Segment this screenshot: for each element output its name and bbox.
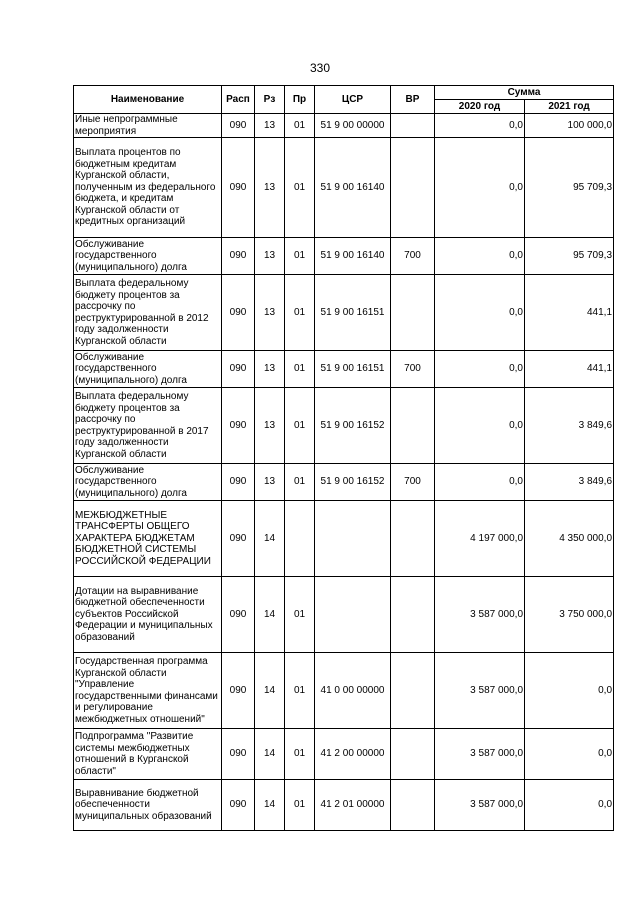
cell-2021: 95 709,3 — [525, 238, 614, 275]
cell-csr: 51 9 00 16140 — [315, 138, 391, 238]
table-row — [74, 275, 614, 351]
table-row — [74, 114, 614, 138]
table-row — [74, 351, 614, 388]
cell-vr — [391, 388, 435, 464]
table-row — [74, 238, 614, 275]
cell-2021: 3 750 000,0 — [525, 577, 614, 653]
cell-name: Выплата федеральному бюджету процентов за рассрочку по реструктурированной в 2017 году задолженности Курганской области — [74, 388, 222, 464]
cell-2020: 3 587 000,0 — [435, 780, 525, 831]
cell-2021: 3 849,6 — [525, 388, 614, 464]
cell-vr — [391, 577, 435, 653]
cell-name: МЕЖБЮДЖЕТНЫЕ ТРАНСФЕРТЫ ОБЩЕГО ХАРАКТЕРА БЮДЖЕТАМ БЮДЖЕТНОЙ СИСТЕМЫ РОССИЙСКОЙ ФЕДЕРАЦИИ — [74, 501, 222, 577]
cell-name: Обслуживание государственного (муниципального) долга — [74, 464, 222, 501]
cell-vr — [391, 653, 435, 729]
table-header — [74, 86, 614, 114]
cell-2021: 0,0 — [525, 729, 614, 780]
cell-rz: 14 — [255, 501, 285, 577]
cell-rz: 14 — [255, 653, 285, 729]
cell-vr — [391, 729, 435, 780]
cell-csr: 51 9 00 16140 — [315, 238, 391, 275]
cell-csr — [315, 577, 391, 653]
cell-2020: 0,0 — [435, 238, 525, 275]
cell-vr: 700 — [391, 351, 435, 388]
cell-name: Выравнивание бюджетной обеспеченности муниципальных образований — [74, 780, 222, 831]
header-csr: ЦСР — [315, 86, 391, 114]
cell-vr: 700 — [391, 238, 435, 275]
cell-rasp: 090 — [222, 388, 255, 464]
cell-name: Государственная программа Курганской области "Управление государственными финансами и регулирование межбюджетных отношений" — [74, 653, 222, 729]
cell-rasp: 090 — [222, 114, 255, 138]
cell-2020: 0,0 — [435, 388, 525, 464]
cell-pr: 01 — [285, 114, 315, 138]
cell-rasp: 090 — [222, 138, 255, 238]
header-rz: Рз — [255, 86, 285, 114]
header-sum: Сумма — [435, 86, 614, 100]
cell-rz: 13 — [255, 138, 285, 238]
cell-name: Подпрограмма "Развитие системы межбюджетных отношений в Курганской области" — [74, 729, 222, 780]
cell-2020: 0,0 — [435, 464, 525, 501]
cell-rz: 13 — [255, 114, 285, 138]
cell-2021: 100 000,0 — [525, 114, 614, 138]
cell-name: Обслуживание государственного (муниципального) долга — [74, 238, 222, 275]
table-row — [74, 138, 614, 238]
cell-rz: 13 — [255, 275, 285, 351]
cell-2020: 0,0 — [435, 275, 525, 351]
cell-pr: 01 — [285, 577, 315, 653]
cell-2020: 3 587 000,0 — [435, 729, 525, 780]
cell-vr — [391, 114, 435, 138]
cell-rasp: 090 — [222, 275, 255, 351]
page-number: 330 — [309, 61, 331, 75]
cell-2020: 0,0 — [435, 351, 525, 388]
cell-rz: 13 — [255, 351, 285, 388]
table-row — [74, 464, 614, 501]
cell-vr — [391, 138, 435, 238]
cell-rz: 13 — [255, 238, 285, 275]
table-row — [74, 577, 614, 653]
cell-name: Выплата федеральному бюджету процентов за рассрочку по реструктурированной в 2012 году задолженности Курганской области — [74, 275, 222, 351]
cell-2021: 441,1 — [525, 275, 614, 351]
cell-pr: 01 — [285, 653, 315, 729]
header-vr: ВР — [391, 86, 435, 114]
cell-csr — [315, 501, 391, 577]
cell-pr: 01 — [285, 275, 315, 351]
cell-2020: 3 587 000,0 — [435, 577, 525, 653]
cell-csr: 41 0 00 00000 — [315, 653, 391, 729]
cell-name: Выплата процентов по бюджетным кредитам Курганской области, полученным из федерального бюджета, и кредитам Курганской области от кредитных организаций — [74, 138, 222, 238]
cell-name: Дотации на выравнивание бюджетной обеспеченности субъектов Российской Федерации и муниципальных образований — [74, 577, 222, 653]
cell-vr: 700 — [391, 464, 435, 501]
cell-csr: 41 2 01 00000 — [315, 780, 391, 831]
cell-2021: 441,1 — [525, 351, 614, 388]
cell-pr: 01 — [285, 729, 315, 780]
cell-csr: 51 9 00 16152 — [315, 388, 391, 464]
cell-2021: 4 350 000,0 — [525, 501, 614, 577]
table-body — [74, 114, 614, 831]
cell-vr — [391, 501, 435, 577]
budget-table — [73, 85, 614, 831]
cell-vr — [391, 275, 435, 351]
cell-pr: 01 — [285, 780, 315, 831]
cell-2020: 3 587 000,0 — [435, 653, 525, 729]
cell-rz: 14 — [255, 577, 285, 653]
cell-rz: 14 — [255, 729, 285, 780]
table-row — [74, 780, 614, 831]
header-year-2020: 2020 год — [435, 100, 525, 114]
cell-rasp: 090 — [222, 464, 255, 501]
cell-pr: 01 — [285, 464, 315, 501]
cell-vr — [391, 780, 435, 831]
cell-rz: 13 — [255, 464, 285, 501]
cell-2020: 0,0 — [435, 138, 525, 238]
cell-rasp: 090 — [222, 653, 255, 729]
cell-name: Иные непрограммные мероприятия — [74, 114, 222, 138]
cell-csr: 51 9 00 16151 — [315, 351, 391, 388]
cell-pr: 01 — [285, 138, 315, 238]
cell-rasp: 090 — [222, 501, 255, 577]
cell-rasp: 090 — [222, 351, 255, 388]
table-row — [74, 729, 614, 780]
cell-2021: 0,0 — [525, 780, 614, 831]
header-name: Наименование — [74, 86, 222, 114]
cell-rz: 14 — [255, 780, 285, 831]
cell-2021: 95 709,3 — [525, 138, 614, 238]
cell-2021: 3 849,6 — [525, 464, 614, 501]
cell-2020: 4 197 000,0 — [435, 501, 525, 577]
cell-pr — [285, 501, 315, 577]
cell-rz: 13 — [255, 388, 285, 464]
cell-csr: 41 2 00 00000 — [315, 729, 391, 780]
header-rasp: Расп — [222, 86, 255, 114]
cell-pr: 01 — [285, 238, 315, 275]
table-row — [74, 388, 614, 464]
cell-rasp: 090 — [222, 577, 255, 653]
cell-name: Обслуживание государственного (муниципального) долга — [74, 351, 222, 388]
table-row — [74, 653, 614, 729]
cell-rasp: 090 — [222, 729, 255, 780]
header-year-2021: 2021 год — [525, 100, 614, 114]
cell-2020: 0,0 — [435, 114, 525, 138]
header-pr: Пр — [285, 86, 315, 114]
cell-rasp: 090 — [222, 238, 255, 275]
cell-pr: 01 — [285, 388, 315, 464]
cell-rasp: 090 — [222, 780, 255, 831]
table-row — [74, 501, 614, 577]
cell-pr: 01 — [285, 351, 315, 388]
cell-csr: 51 9 00 00000 — [315, 114, 391, 138]
cell-csr: 51 9 00 16152 — [315, 464, 391, 501]
cell-csr: 51 9 00 16151 — [315, 275, 391, 351]
cell-2021: 0,0 — [525, 653, 614, 729]
